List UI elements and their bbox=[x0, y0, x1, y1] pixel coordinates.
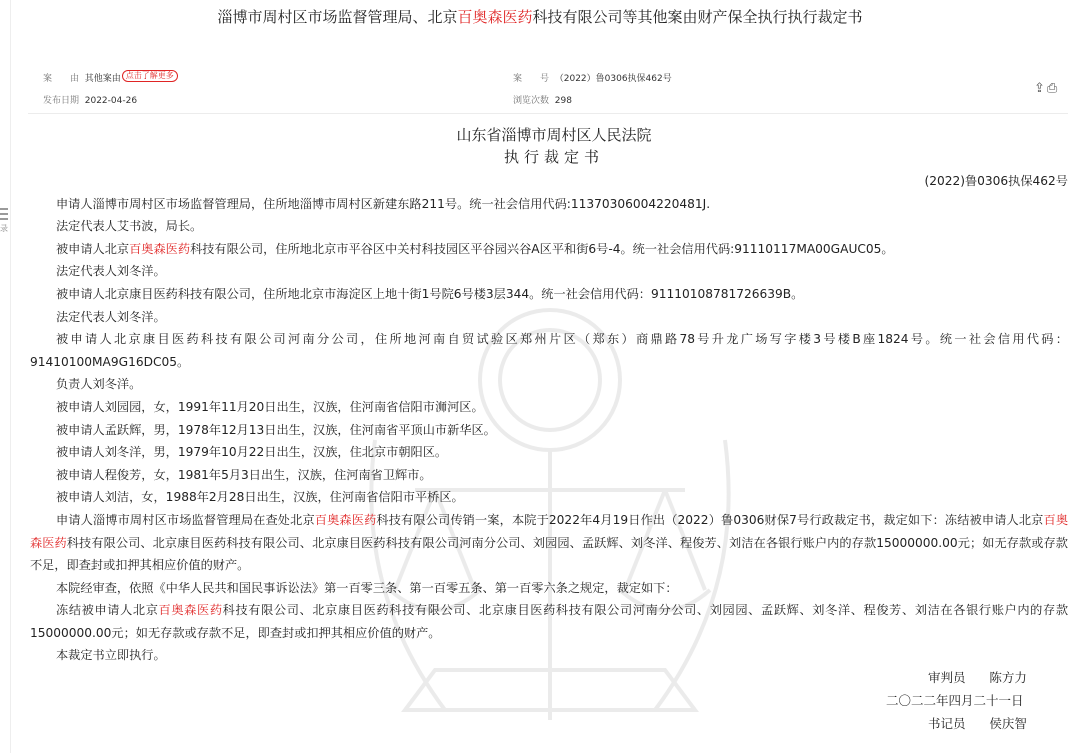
publish-date-value: 2022-04-26 bbox=[84, 96, 138, 106]
text-run: 科技有限公司、北京康目医药科技有限公司、北京康目医药科技有限公司河南分公司、刘园园、孟跃辉、刘冬洋、程俊芳、刘洁在各银行账户内的存款15000000.00元；如无存款或存款不足，即查封或扣押其相应价值的财产。 bbox=[30, 535, 1068, 573]
page-title-text: 科技有限公司等其他案由财产保全执行执行裁定书 bbox=[532, 8, 863, 26]
paragraph: 被申请人刘冬洋，男，1979年10月22日出生，汉族，住北京市朝阳区。 bbox=[56, 445, 448, 460]
paragraph: 被申请人刘洁，女，1988年2月28日出生，汉族，住河南省信阳市平桥区。 bbox=[56, 490, 464, 505]
paragraph: 被申请人北京康目医药科技有限公司，住所地北京市海淀区上地十街1号院6号楼3层344。统一社会信用代码：91110108781726639B。 bbox=[56, 286, 804, 301]
paragraph: 被申请人刘园园，女，1991年11月20日出生，汉族，住河南省信阳市浉河区。 bbox=[56, 399, 484, 414]
paragraph: 申请人淄博市周村区市场监督管理局，住所地淄博市周村区新建东路211号。统一社会信用代码:11370306004220481J. bbox=[56, 196, 711, 211]
clerk-label: 书记员 bbox=[928, 716, 966, 731]
paragraph: 被申请人程俊芳，女，1981年5月3日出生，汉族，住河南省卫辉市。 bbox=[56, 467, 432, 482]
page-title-text: 淄博市周村区市场监督管理局、北京 bbox=[217, 8, 458, 26]
paragraph: 法定代表人刘冬洋。 bbox=[56, 264, 166, 279]
document-body bbox=[30, 170, 1068, 667]
publish-date bbox=[43, 94, 137, 108]
text-run: 被申请人北京 bbox=[56, 241, 130, 256]
learn-more-tag[interactable]: 点击了解更多 bbox=[122, 70, 178, 82]
publish-date-label: 发布日期 bbox=[43, 96, 80, 106]
view-count bbox=[513, 94, 572, 108]
menu-icon-bar bbox=[0, 208, 8, 210]
text-run: 科技有限公司，住所地北京市平谷区中关村科技园区平谷园兴谷A区平和街6号-4。统一社会信用代码:91110117MA00GAUC05。 bbox=[190, 241, 894, 256]
text-run: 申请人淄博市周村区市场监督管理局在查处北京 bbox=[56, 512, 315, 527]
page-title-highlight: 百奥森医药 bbox=[457, 8, 533, 26]
text-run: 冻结被申请人北京 bbox=[56, 603, 159, 618]
view-count-value: 298 bbox=[554, 96, 572, 106]
highlight-text: 百奥森医药 bbox=[158, 603, 223, 618]
paragraph: 法定代表人刘冬洋。 bbox=[56, 309, 166, 324]
menu-icon-bar bbox=[0, 218, 8, 220]
view-count-label: 浏览次数 bbox=[513, 96, 550, 106]
document-type: 执行裁定书 bbox=[503, 148, 604, 166]
judge-label: 审判员 bbox=[928, 670, 966, 685]
ruling-date: 二〇二二年四月二十一日 bbox=[886, 693, 1024, 708]
case-number-line: (2022)鲁0306执保462号 bbox=[924, 174, 1068, 188]
case-cause bbox=[43, 70, 178, 86]
judge-name: 陈方力 bbox=[989, 670, 1027, 685]
paragraph: 法定代表人艾书波，局长。 bbox=[56, 219, 203, 234]
case-number-value: （2022）鲁0306执保462号 bbox=[554, 74, 672, 84]
print-icon[interactable]: ⎙ bbox=[1046, 81, 1060, 96]
court-name: 山东省淄博市周村区人民法院 bbox=[456, 126, 652, 144]
case-cause-value: 其他案由 bbox=[84, 74, 121, 84]
paragraph bbox=[30, 509, 1068, 577]
paragraph: 被申请人孟跃辉，男，1978年12月13日出生，汉族，住河南省平顶山市新华区。 bbox=[56, 422, 496, 437]
case-number bbox=[513, 72, 672, 86]
text-run: 科技有限公司传销一案，本院于2022年4月19日作出（2022）鲁0306财保7号行政裁定书，裁定如下：冻结被申请人北京 bbox=[376, 512, 1044, 527]
highlight-text: 百奥森医药 bbox=[314, 512, 377, 527]
sidebar-toggle[interactable] bbox=[0, 208, 12, 234]
paragraph bbox=[30, 599, 1068, 644]
clerk-name: 侯庆智 bbox=[989, 716, 1027, 731]
header-divider bbox=[28, 113, 1068, 114]
paragraph: 被申请人北京康目医药科技有限公司河南分公司，住所地河南自贸试验区郑州片区（郑东）商鼎路78号升龙广场写字楼3号楼B座1824号。统一社会信用代码：91410100MA9G16DC05。 bbox=[30, 332, 1068, 369]
paragraph bbox=[30, 238, 1068, 261]
paragraph: 本裁定书立即执行。 bbox=[56, 648, 166, 663]
toolbar-icons bbox=[1034, 81, 1059, 96]
case-cause-label: 案 由 bbox=[43, 74, 80, 84]
text-run: 科技有限公司、北京康目医药科技有限公司、北京康目医药科技有限公司河南分公司、刘园园、孟跃辉、刘冬洋、程俊芳、刘洁在各银行账户内的存款15000000.00元；如无存款或存款不足，即查封或扣押其相应价值的财产。 bbox=[30, 603, 1069, 640]
case-number-label: 案 号 bbox=[513, 74, 550, 84]
clerk-signature bbox=[928, 713, 1027, 736]
judge-signature bbox=[928, 667, 1027, 690]
highlight-text: 百奥森医药 bbox=[30, 512, 1069, 550]
highlight-text: 百奥森医药 bbox=[129, 241, 191, 256]
left-border-line bbox=[10, 0, 11, 753]
sidebar-toggle-label: 录 bbox=[0, 224, 8, 233]
page-title bbox=[0, 4, 1080, 30]
paragraph: 本院经审查，依照《中华人民共和国民事诉讼法》第一百零三条、第一百零五条、第一百零六条之规定，裁定如下： bbox=[56, 580, 678, 595]
share-icon[interactable]: ⇪ bbox=[1034, 81, 1047, 96]
menu-icon-bar bbox=[0, 213, 8, 215]
paragraph: 负责人刘冬洋。 bbox=[56, 377, 142, 392]
